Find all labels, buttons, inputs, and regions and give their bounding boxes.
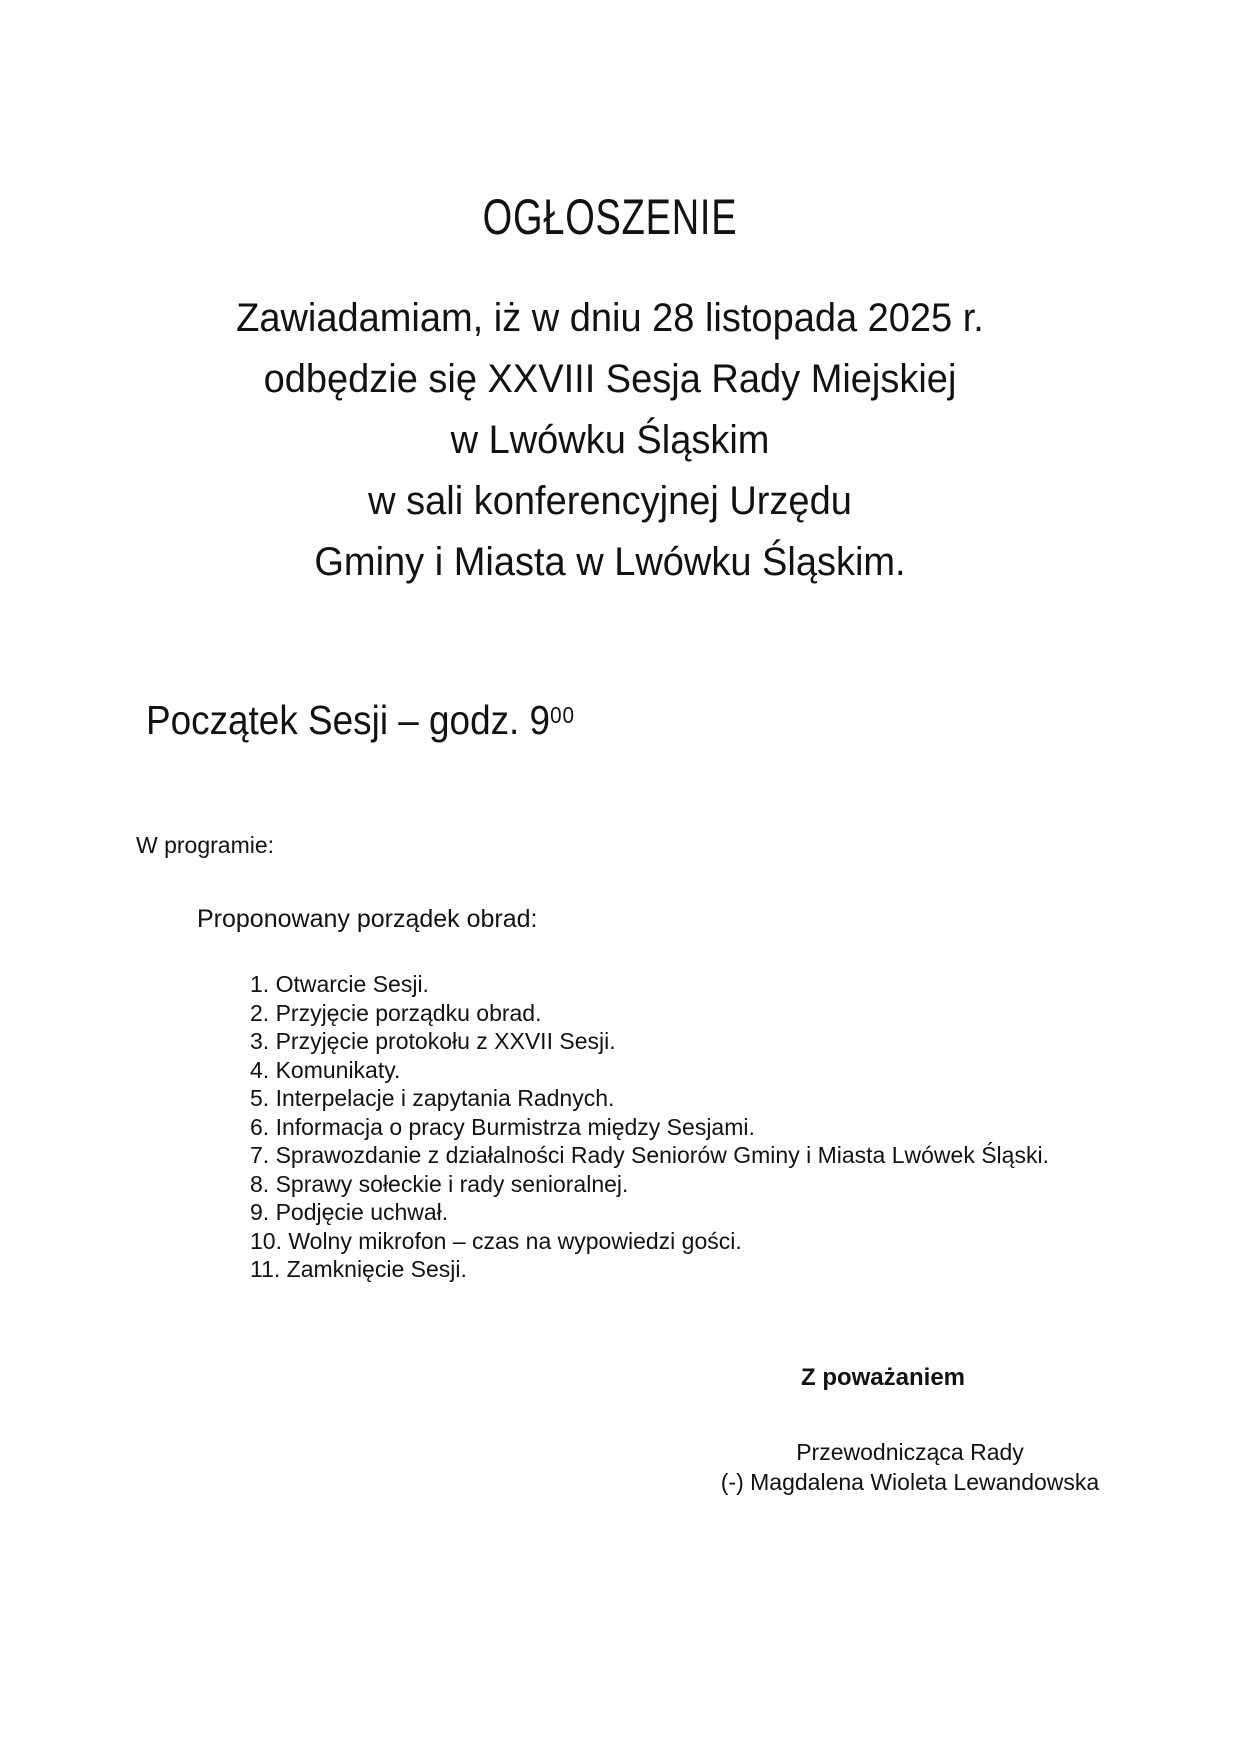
agenda-item: 2. Przyjęcie porządku obrad. (250, 999, 542, 1026)
announcement-line: Gminy i Miasta w Lwówku Śląskim. (314, 540, 906, 584)
announcement-line: w Lwówku Śląskim (450, 418, 770, 462)
document-title: OGŁOSZENIE (482, 189, 738, 245)
agenda-item: 4. Komunikaty. (250, 1056, 401, 1083)
signature-role: Przewodnicząca Rady (796, 1439, 1024, 1465)
agenda-item: 10. Wolny mikrofon – czas na wypowiedzi gości. (250, 1227, 742, 1254)
agenda-item: 8. Sprawy sołeckie i rady senioralnej. (250, 1170, 629, 1197)
closing-salutation: Z poważaniem (800, 1364, 966, 1391)
session-start-text: Początek Sesji – godz. 9 (146, 697, 551, 743)
agenda-item: 7. Sprawozdanie z działalności Rady Seniorów Gminy i Miasta Lwówek Śląski. (250, 1142, 1049, 1168)
program-label: W programie: (136, 832, 275, 858)
agenda-list (250, 970, 1049, 1284)
agenda-item: 5. Interpelacje i zapytania Radnych. (250, 1085, 615, 1111)
agenda-item: 6. Informacja o pracy Burmistrza między Sesjami. (250, 1113, 755, 1140)
signature-block (700, 1437, 1120, 1497)
session-start-minutes-superscript: 00 (550, 701, 575, 728)
announcement-line: odbędzie się XXVIII Sesja Rady Miejskiej (263, 357, 957, 401)
announcement-paragraph (31, 288, 1190, 593)
agenda-heading: Proponowany porządek obrad: (197, 905, 538, 933)
announcement-line: Zawiadamiam, iż w dniu 28 listopada 2025 r. (236, 296, 984, 340)
agenda-item: 11. Zamknięcie Sesji. (250, 1256, 467, 1282)
announcement-line: w sali konferencyjnej Urzędu (368, 479, 852, 523)
agenda-item: 1. Otwarcie Sesji. (250, 971, 429, 997)
agenda-item: 3. Przyjęcie protokołu z XXVII Sesji. (250, 1028, 616, 1054)
signature-name: (-) Magdalena Wioleta Lewandowska (720, 1469, 1100, 1495)
session-start-time (146, 697, 575, 744)
agenda-item: 9. Podjęcie uchwał. (250, 1199, 449, 1225)
